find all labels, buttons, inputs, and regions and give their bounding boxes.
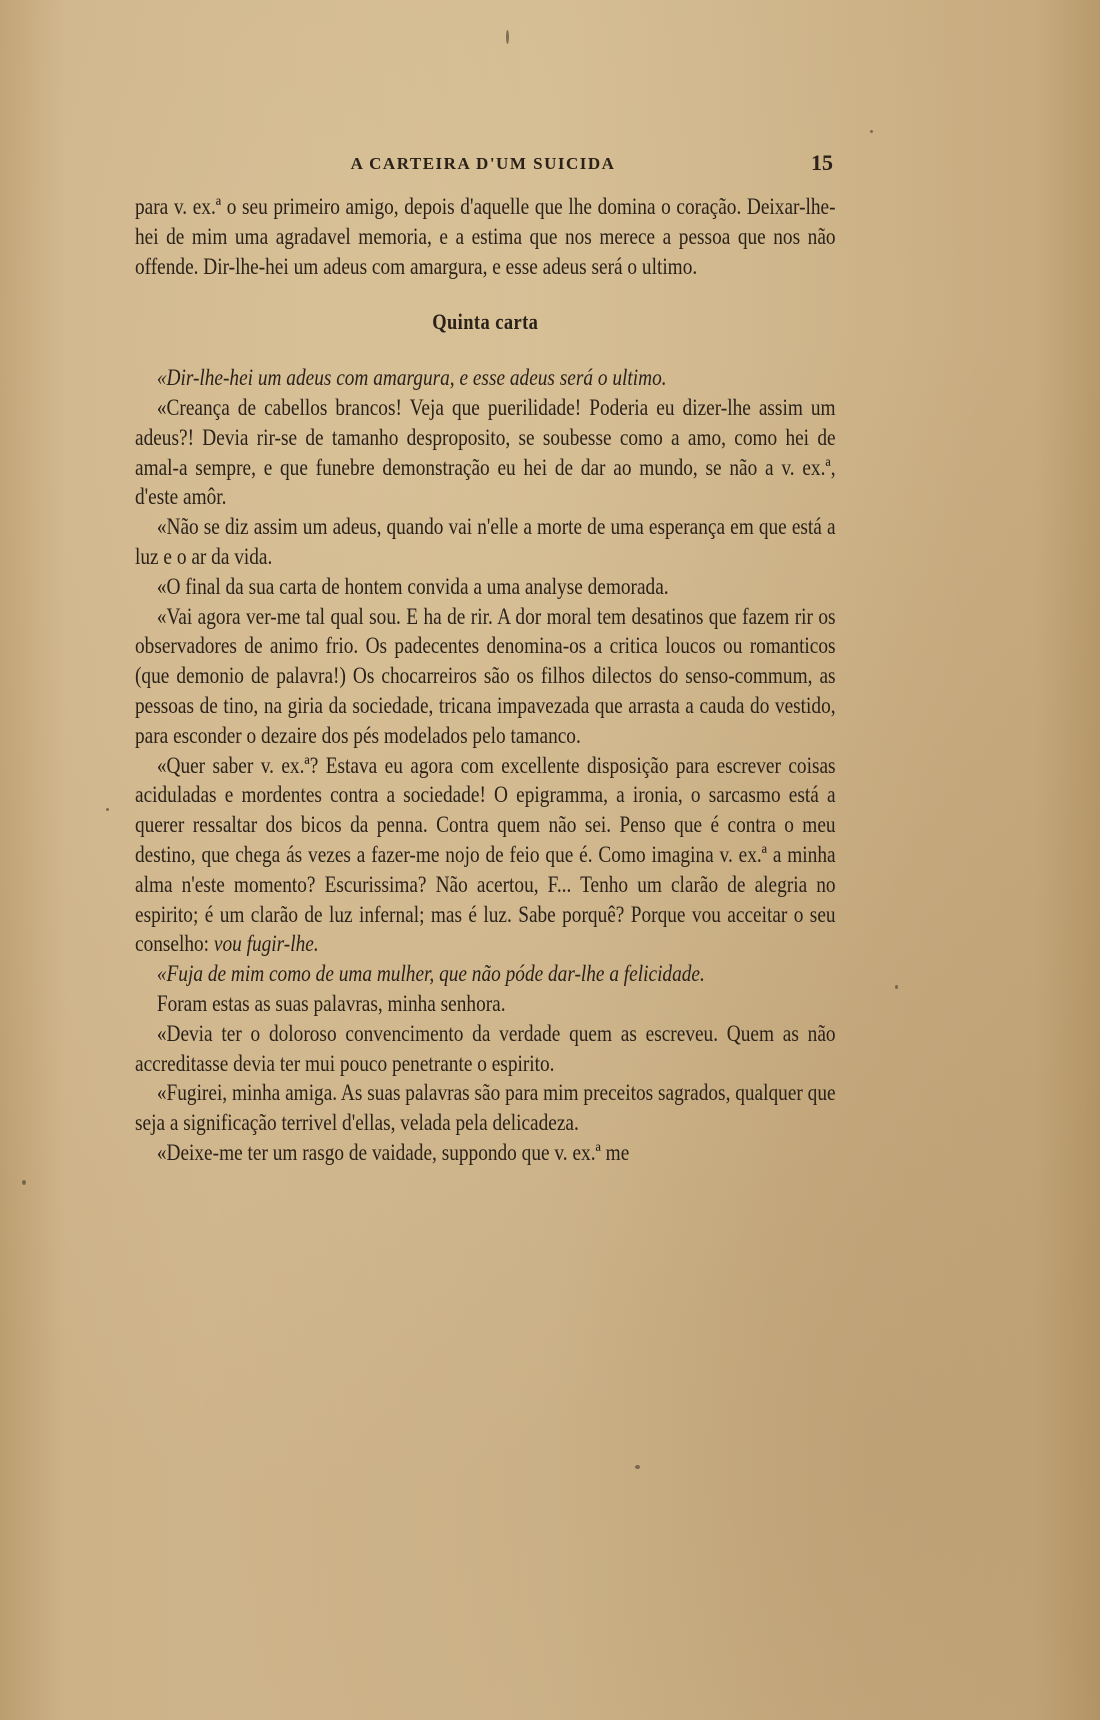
paper-speck xyxy=(635,1465,640,1469)
page-number: 15 xyxy=(811,150,833,175)
paragraph: Foram estas as suas palavras, minha senhora. xyxy=(156,990,506,1016)
paragraph: «Vai agora ver-me tal qual sou. E ha de rir. A dor moral tem desatinos que fazem rir os observadores de animo frio. Os padecentes denomina-os a critica loucos ou romanticos (que demonio de palavra!) Os chocarreiros são os filhos dilectos do senso-commum, as pessoas de tino, na giria da sociedade, tricana impavezada que arrasta a cauda do vestido, para esconder o dezaire dos pés modelados pelo tamanco. xyxy=(135,603,836,748)
running-title: A CARTEIRA D'UM SUICIDA xyxy=(350,154,616,173)
page-header xyxy=(133,150,833,178)
paragraph: «O final da sua carta de hontem convida a uma analyse demorada. xyxy=(156,573,669,599)
paragraph: «Creança de cabellos brancos! Veja que puerilidade! Poderia eu dizer-lhe assim um adeus?! Devia rir-se de tamanho desproposito, se soubesse como a amo, como hei de amal-a sempre, e que funebre demonstração eu hei de dar ao mundo, se não a v. ex.ª, d'este amôr. xyxy=(135,394,836,510)
paper-speck xyxy=(106,808,109,811)
paragraph: «Dir-lhe-hei um adeus com amargura, e esse adeus será o ultimo. xyxy=(156,365,667,391)
paper-speck xyxy=(870,130,873,133)
paragraph-text: «Quer saber v. ex.ª? Estava eu agora com excellente disposição para escrever coisas aciduladas e mordentes contra a sociedade! O epigramma, a ironia, o sarcasmo está a querer ressaltar dos bicos da penna. Contra quem não sei. Penso que é contra o meu destino, que chega ás vezes a fazer-me nojo de feio que é. Como imagina v. ex.ª a minha alma n'este momento? Escurissima? Não acertou, F... Tenho um clarão de alegria no espirito; é um clarão de luz infernal; mas é luz. Sabe porquê? Porque vou acceitar o seu conselho: xyxy=(135,752,836,957)
paragraph: «Deixe-me ter um rasgo de vaidade, suppondo que v. ex.ª me xyxy=(156,1139,630,1165)
paper-speck xyxy=(895,985,898,989)
paragraph-italic-tail: vou fugir-lhe. xyxy=(213,931,319,957)
paper-speck xyxy=(22,1180,26,1185)
paragraph: «Fugirei, minha amiga. As suas palavras são para mim preceitos sagrados, qualquer que seja a significação terrivel d'ellas, velada pela delicadeza. xyxy=(135,1080,836,1136)
paper-speck xyxy=(506,30,509,44)
page-text xyxy=(135,192,836,1168)
paragraph xyxy=(135,751,836,960)
intro-paragraph: para v. ex.ª o seu primeiro amigo, depois d'aquelle que lhe domina o coração. Deixar-lhe-hei de mim uma agradavel memoria, e a estima que nos merece a pessoa que nos não offende. Dir-lhe-hei um adeus com amargura, e esse adeus será o ultimo. xyxy=(135,194,836,279)
paragraph: «Fuja de mim como de uma mulher, que não póde dar-lhe a felicidade. xyxy=(156,961,705,987)
paragraph: «Devia ter o doloroso convencimento da verdade quem as escreveu. Quem as não accreditasse devia ter mui pouco penetrante o espirito. xyxy=(135,1020,836,1076)
section-title: Quinta carta xyxy=(432,309,539,335)
paragraph: «Não se diz assim um adeus, quando vai n'elle a morte de uma esperança em que está a luz e o ar da vida. xyxy=(135,514,836,569)
